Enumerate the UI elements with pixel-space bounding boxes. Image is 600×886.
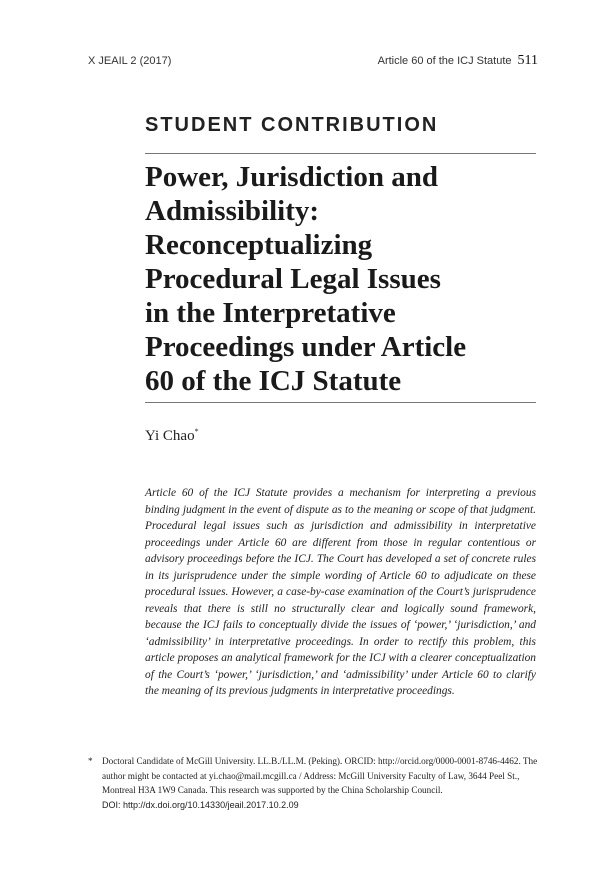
author-footnote-marker: * [194,427,199,436]
title-top-rule [145,153,536,154]
title-line: in the Interpretative [145,297,396,329]
journal-citation: X JEAIL 2 (2017) [88,55,172,67]
author-footnote [88,754,538,812]
author-byline [145,427,199,445]
running-head [88,53,538,69]
title-line: Reconceptualizing [145,229,373,261]
title-line: Proceedings under Article [145,331,467,363]
running-head-right [378,53,538,69]
title-line: 60 of the ICJ Statute [145,365,402,397]
author-name: Yi Chao [145,428,195,444]
section-label: STUDENT CONTRIBUTION [145,114,439,136]
doi-line: DOI: http://dx.doi.org/10.14330/jeail.2017.10.2.09 [102,799,299,810]
abstract: Article 60 of the ICJ Statute provides a mechanism for interpreting a previous binding judgment in the event of dispute as to the meaning or scope of that judgment. Procedural legal issues such as jurisdiction and admissibility in interpretative proceedings under Article 60 are different from those in regular contentious or advisory proceedings before the ICJ. The Court has developed a set of concrete rules in its jurisprudence under the simple wording of Article 60 to adjudicate on these procedural issues. However, a case-by-case examination of the Court’s jurisprudence reveals that there is still no structurally clear and logically sound framework, because the ICJ fails to conceptually divide the issues of ‘power,’ ‘jurisdiction,’ and ‘admissibility’ in interpretative proceedings. In order to rectify this problem, this article proposes an analytical framework for the ICJ with a clearer conceptualization of the Court’s ‘power,’ ‘jurisdiction,’ and ‘admissibility’ under Article 60 to clarify the meaning of its previous judgments in interpretative proceedings. [145,487,536,697]
title-line: Procedural Legal Issues [145,263,441,295]
footnote-body [102,754,538,812]
footnote-text: Doctoral Candidate of McGill University. LL.B./LL.M. (Peking). ORCID: http://orcid.org/0000-0001-8746-4462. The author might be contacted at yi.chao@mail.mcgill.ca / Address: McGill University Faculty of Law, 3644 Peel St., Montreal H3A 1W9 Canada. This research was supported by the China Scholarship Council. [102,756,538,796]
footnote-marker: * [88,756,93,766]
title-bottom-rule [145,402,536,403]
page-number: 511 [517,53,538,68]
title-line: Power, Jurisdiction and [145,161,438,193]
title-line: Admissibility: [145,195,320,227]
article-title [145,160,545,398]
article-short-title: Article 60 of the ICJ Statute [377,55,512,67]
